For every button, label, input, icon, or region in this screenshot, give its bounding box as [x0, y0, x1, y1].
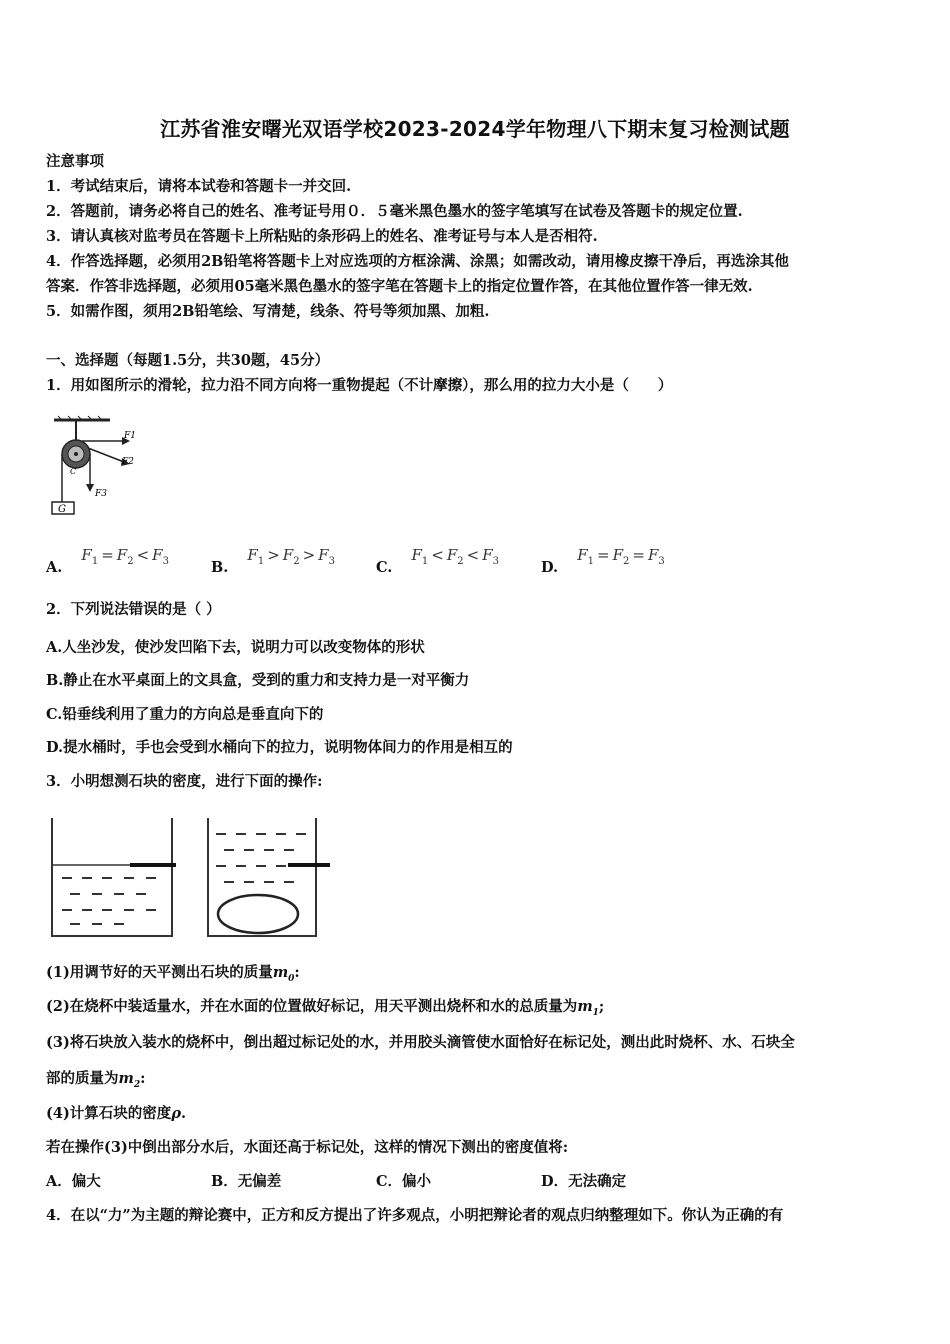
option-a[interactable]: A．偏大	[46, 1173, 101, 1190]
step-4: (4)计算石块的密度ρ.	[46, 1105, 187, 1122]
option-b[interactable]: B. $F_1 > F_2 > F_3$	[211, 546, 335, 576]
section-heading: 一、选择题（每题1.5分，共30题，45分）	[46, 352, 330, 369]
option-d[interactable]: D. $F_1 = F_2 = F_3$	[541, 546, 665, 576]
notice-item: 1．考试结束后，请将本试卷和答题卡一并交回.	[46, 178, 352, 195]
question-1-stem: 1．用如图所示的滑轮，拉力沿不同方向将一重物提起（不计摩擦），那么用的拉力大小是（ ）	[46, 377, 673, 394]
label-f2: F2	[122, 457, 134, 467]
label-c: C	[70, 467, 77, 476]
question-2-stem: 2．下列说法错误的是（ ）	[46, 601, 221, 618]
notice-item: 2．答题前，请务必将自己的姓名、准考证号用０．５毫米黑色墨水的签字笔填写在试卷及答题卡的规定位置.	[46, 203, 743, 220]
option-c[interactable]: C.铅垂线利用了重力的方向总是垂直向下的	[46, 706, 324, 723]
option-b[interactable]: B．无偏差	[211, 1173, 282, 1190]
page-title: 江苏省淮安曙光双语学校2023-2024学年物理八下期末复习检测试题	[160, 117, 790, 141]
step-2: (2)在烧杯中装适量水，并在水面的位置做好标记，用天平测出烧杯和水的总质量为$m_1$;	[46, 998, 605, 1018]
step-1: (1)用调节好的天平测出石块的质量$m_0$:	[46, 964, 300, 984]
pulley-figure	[44, 414, 144, 518]
notice-item: 答案．作答非选择题，必须用05毫米黑色墨水的签字笔在答题卡上的指定位置作答，在其他位置作答一律无效.	[46, 278, 753, 295]
notice-item: 4．作答选择题，必须用2B铅笔将答题卡上对应选项的方框涂满、涂黑；如需改动，请用橡皮擦干净后，再选涂其他	[46, 253, 789, 270]
step-3: (3)将石块放入装水的烧杯中，倒出超过标记处的水，并用胶头滴管使水面恰好在标记处，测出此时烧杯、水、石块全	[46, 1034, 795, 1051]
formula-d: $F_1 = F_2 = F_3$	[577, 546, 665, 567]
step-3-cont: 部的质量为$m_2$:	[46, 1070, 146, 1090]
option-c[interactable]: C．偏小	[376, 1173, 432, 1190]
label-f1: F1	[124, 431, 136, 441]
formula-b: $F_1 > F_2 > F_3$	[247, 546, 335, 567]
notice-heading: 注意事项	[46, 153, 104, 170]
option-c[interactable]: C. $F_1 < F_2 < F_3$	[376, 546, 499, 576]
formula-c: $F_1 < F_2 < F_3$	[411, 546, 499, 567]
formula-a: $F_1 = F_2 < F_3$	[81, 546, 169, 567]
notice-item: 5．如需作图，须用2B铅笔绘、写清楚，线条、符号等须加黑、加粗.	[46, 303, 490, 320]
option-d[interactable]: D．无法确定	[541, 1173, 627, 1190]
question-4-stem: 4．在以“力”为主题的辩论赛中，正方和反方提出了许多观点，小明把辩论者的观点归纳整理如下。你认为正确的有	[46, 1207, 784, 1224]
beaker-figure-2	[204, 814, 334, 940]
label-g: G	[58, 504, 66, 515]
option-d[interactable]: D.提水桶时，手也会受到水桶向下的拉力，说明物体间力的作用是相互的	[46, 739, 513, 756]
option-b[interactable]: B.静止在水平桌面上的文具盒，受到的重力和支持力是一对平衡力	[46, 672, 470, 689]
option-a[interactable]: A.人坐沙发，使沙发凹陷下去，说明力可以改变物体的形状	[46, 639, 425, 656]
notice-item: 3．请认真核对监考员在答题卡上所粘贴的条形码上的姓名、准考证号与本人是否相符.	[46, 228, 598, 245]
question-3-prompt: 若在操作(3)中倒出部分水后，水面还高于标记处，这样的情况下测出的密度值将:	[46, 1139, 569, 1156]
beaker-figure-1	[48, 814, 178, 940]
option-a[interactable]: A. $F_1 = F_2 < F_3$	[46, 546, 169, 576]
label-f3: F3	[95, 489, 107, 499]
question-3-stem: 3．小明想测石块的密度，进行下面的操作:	[46, 773, 323, 790]
